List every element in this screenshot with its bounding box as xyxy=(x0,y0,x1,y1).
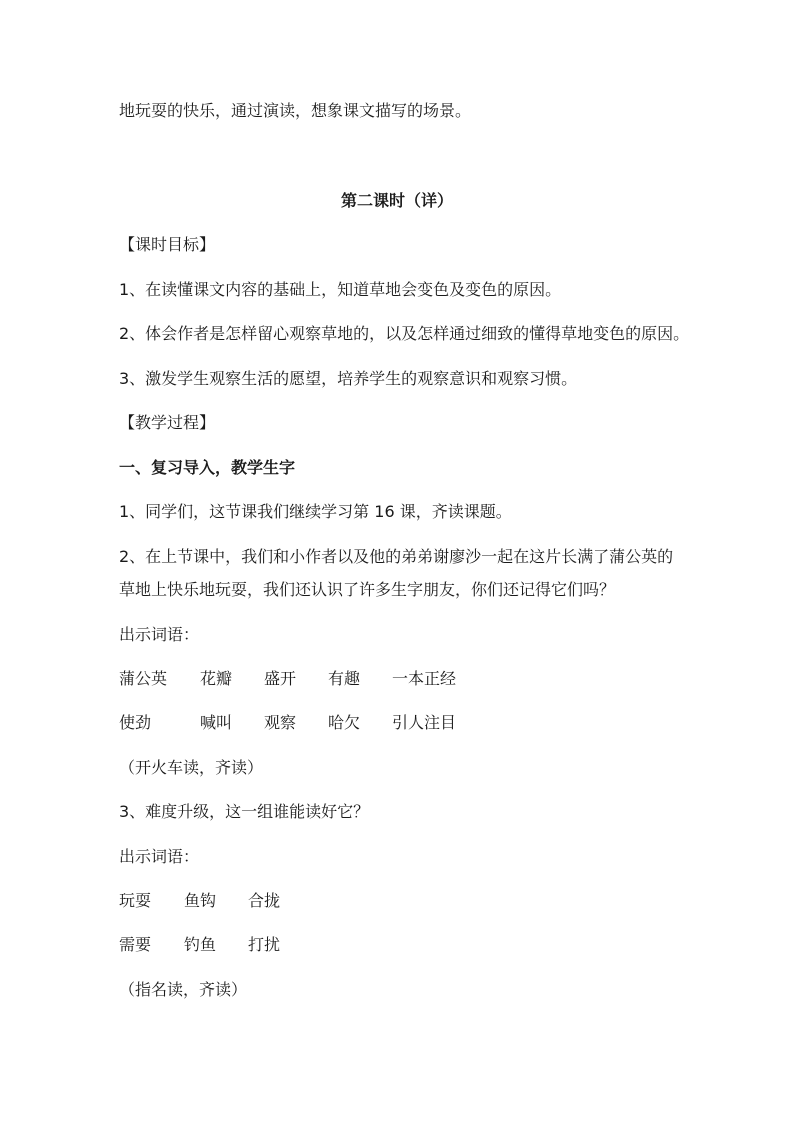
note-1: （开火车读，齐读） xyxy=(119,758,264,777)
objective-item-1: 1、在读懂课文内容的基础上，知道草地会变色及变色的原因。 xyxy=(119,280,562,299)
word-item: 观察 xyxy=(264,713,297,732)
process-heading: 【教学过程】 xyxy=(119,413,216,432)
word-item: 打扰 xyxy=(248,935,281,954)
word-item: 玩耍 xyxy=(119,891,152,910)
word-item: 盛开 xyxy=(264,669,297,688)
objective-item-3: 3、激发学生观察生活的愿望，培养学生的观察意识和观察习惯。 xyxy=(119,369,578,388)
step-3: 3、难度升级，这一组谁能读好它？ xyxy=(119,802,370,821)
word-item: 钓鱼 xyxy=(184,935,217,954)
show-words-label-2: 出示词语： xyxy=(119,847,200,866)
word-item: 有趣 xyxy=(328,669,361,688)
objectives-heading: 【课时目标】 xyxy=(119,235,216,254)
word-item: 蒲公英 xyxy=(119,669,168,688)
part1-title: 一、复习导入，教学生字 xyxy=(119,458,296,477)
word-item: 鱼钩 xyxy=(184,891,217,910)
word-item: 喊叫 xyxy=(200,713,233,732)
section-title: 第二课时（详） xyxy=(340,191,453,210)
word-item: 哈欠 xyxy=(328,713,361,732)
note-2: （指名读，齐读） xyxy=(119,980,248,999)
step-2-line-2: 草地上快乐地玩耍，我们还认识了许多生字朋友，你们还记得它们吗？ xyxy=(119,580,616,599)
objective-item-2: 2、体会作者是怎样留心观察草地的，以及怎样通过细致的懂得草地变色的原因。 xyxy=(119,324,690,343)
word-item: 需要 xyxy=(119,935,152,954)
word-item: 合拢 xyxy=(248,891,281,910)
show-words-label-1: 出示词语： xyxy=(119,625,200,644)
word-item: 引人注目 xyxy=(392,713,457,732)
continuation-text: 地玩耍的快乐，通过演读，想象课文描写的场景。 xyxy=(119,101,472,120)
step-2-line-1: 2、在上节课中，我们和小作者以及他的弟弟谢廖沙一起在这片长满了蒲公英的 xyxy=(119,547,674,566)
step-1: 1、同学们，这节课我们继续学习第 16 课，齐读课题。 xyxy=(119,502,512,521)
word-item: 花瓣 xyxy=(200,669,233,688)
word-item: 使劲 xyxy=(119,713,152,732)
word-item: 一本正经 xyxy=(392,669,457,688)
